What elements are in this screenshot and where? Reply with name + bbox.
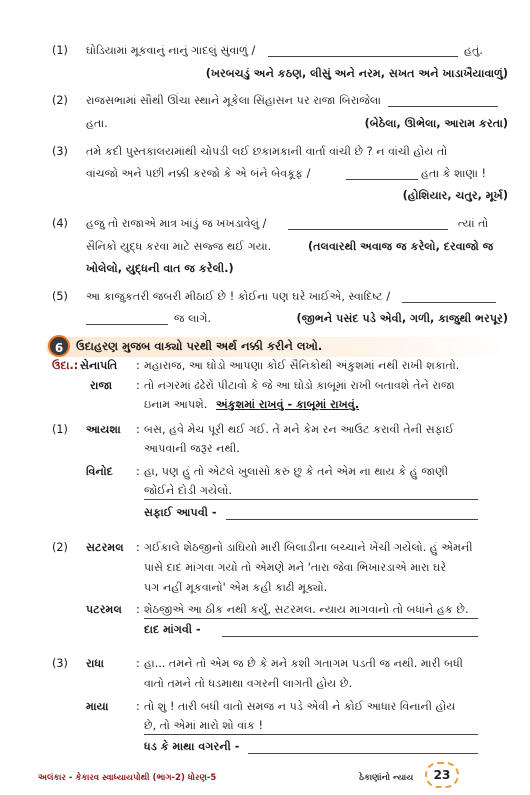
q4-line1-end: ત્યાં તો	[458, 217, 489, 230]
d2-answer-blank[interactable]	[222, 635, 478, 637]
q1-blank[interactable]	[268, 55, 458, 57]
page-number: 23	[425, 762, 459, 788]
d1-text-2b: જોઈને દોડી ગયેલો.	[144, 484, 232, 497]
d2-speaker-1: સટરમલ	[86, 541, 124, 554]
section-number-badge: 6	[48, 335, 70, 357]
q2-blank[interactable]	[388, 105, 498, 107]
d1-speaker-2: વિનોદ	[86, 465, 113, 478]
footer-chapter-title: ઠેકાણાંનો ન્યાય	[359, 773, 414, 783]
colon: :	[136, 465, 140, 478]
example-speaker-2: રાજા	[90, 379, 113, 392]
colon: :	[136, 657, 140, 670]
q4-line2: સૈનિકો યુદ્ધ કરવા માટે સજ્જ થઈ ગયા.	[86, 240, 272, 253]
q2-number: (2)	[52, 94, 68, 107]
example-text-2a: તો નગરમાં ઢંઢેરો પીટાવો કે જે આ ઘોડો કાબૂમાં રાખી બતાવશે તેને રાજા	[144, 379, 455, 392]
d2-answer-label: દાદ માંગવી -	[144, 623, 201, 636]
q5-options: (જીભને પસંદ પડે એવી, ગળી, કાજુથી ભરપૂર)	[296, 312, 508, 325]
q3-line2: વાંચજો અને પછી નક્કી કરજો કે એ બંને બેવકૂફ /	[86, 167, 311, 180]
d2-text-1c: પગ નહીં મૂકવાનો' એમ કહી કાઢી મૂક્યો.	[144, 581, 328, 594]
d1-text-1b: આપવાની જરૂર નથી.	[144, 442, 240, 455]
d1-text-2a: હા, પણ હું તો એટલે ખુલાસો કરું છું કે તને એમ ના થાય કે હું જાણી	[144, 465, 449, 478]
d1-answer-blank[interactable]	[226, 518, 478, 520]
q4-blank[interactable]	[288, 228, 448, 230]
colon: :	[136, 423, 140, 436]
q3-blank[interactable]	[346, 178, 418, 180]
d3-number: (3)	[52, 657, 68, 670]
colon: :	[136, 541, 140, 554]
q4-options-b: ખોલેલો, યુદ્ધની વાત જ કરેલી.)	[86, 262, 234, 275]
d2-text-1a: ગઈકાલે શેઠજીનો ડાઘિયો મારી બિલાડીના બચ્ચાને ખેંચી ગયેલો. હું એમની	[144, 541, 473, 554]
d2-answer-line-top	[144, 617, 478, 619]
d3-speaker-2: માયા	[86, 700, 109, 713]
q2-line2: હતા.	[86, 117, 108, 130]
d2-text-2a: શેઠજીએ આ ઠીક નથી કર્યું, સટરમલ. ન્યાય માંગવાનો તો બધાંને હક છે.	[144, 603, 469, 616]
colon: :	[136, 359, 140, 372]
q3-line1: તમે કદી પુસ્તકાલયમાંથી ચોપડી લઈ છકામકાની વાર્તા વાંચી છે ? ન વાંચી હોય તો	[86, 145, 448, 158]
q3-line2-end: હતા કે શાણા !	[421, 167, 487, 180]
q5-line1: આ કાજુકતરી જબરી મીઠાઈ છે ! કોઈના પણ ઘરે ખાઈએ, સ્વાદિષ્ટ /	[86, 290, 391, 303]
d3-text-2a: તો શું ! તારી બધી વાતો સમજ ન પડે એવી ને કોઈ આધાર વિનાની હોય	[144, 700, 456, 713]
q5-blank-b[interactable]	[86, 323, 168, 325]
d2-text-1b: પાસે દાદ માંગવા ગયો તો એમણે મને 'તારા જેવા ભિખારડાએ મારા ઘરે	[144, 561, 447, 574]
q2-line1: રાજસભામાં સૌથી ઊંચા સ્થાને મૂકેલા સિંહાસન પર રાજા બિરાજેલા	[86, 94, 382, 107]
colon: :	[136, 603, 140, 616]
q5-line2: જ લાગે.	[174, 312, 212, 325]
q5-number: (5)	[52, 290, 68, 303]
q2-options: (બેઠેલા, ઊભેલા, આરામ કરતા)	[364, 117, 508, 130]
footer-book-title: અલંકાર - કેકારવ સ્વાધ્યાયપોથી (ભાગ-2) ધોરણ-5	[38, 773, 217, 783]
colon: :	[136, 700, 140, 713]
section-title: ઉદાહરણ મુજબ વાક્યો પરથી અર્થ નક્કી કરીને લખો.	[76, 339, 323, 353]
d3-text-1a: હા... તમને તો એમ જ છે કે મને કશી ગતાગમ પડતી જ નથી. મારી બધી	[144, 657, 463, 670]
q1-options: (ખરબચડું અને કઠણ, લીસું અને નરમ, સખત અને ખાડાખૈયાવાળું)	[205, 67, 508, 80]
q1-number: (1)	[52, 44, 68, 57]
d1-answer-line-top	[144, 498, 478, 500]
q4-options-a: (તલવારથી અવાજ જ કરેલો, દરવાજો જ	[308, 240, 494, 253]
q3-number: (3)	[52, 145, 68, 158]
d3-answer-blank[interactable]	[248, 752, 478, 754]
d1-text-1a: બસ, હવે મેચ પૂરી થઈ ગઈ. તેં મને કેમ રન આઉટ કરાવી તેની સફાઈ	[144, 423, 455, 436]
q4-line1: હજુ તો રાજાએ માત્ર ખાંડું જ ખખડાવેલું /	[86, 217, 267, 230]
d1-number: (1)	[52, 423, 68, 436]
q4-number: (4)	[52, 217, 68, 230]
example-text-2b: ઇનામ આપશે.	[144, 398, 208, 411]
d1-answer-label: સફાઈ આપવી -	[144, 506, 217, 519]
d3-answer-label: ધડ કે માથા વગરની -	[144, 740, 240, 753]
q1-end: હતું.	[464, 44, 483, 57]
d1-speaker-1: આયશા	[86, 423, 121, 436]
q3-options: (હોશિયાર, ચતુર, મૂર્ખ)	[402, 189, 508, 202]
d3-text-1b: વાતો તમને તો ધડમાથા વગરની લાગતી હોય છે.	[144, 677, 353, 690]
q5-blank-a[interactable]	[402, 301, 496, 303]
example-text-1: મહારાજ, આ ઘોડો આપણા કોઈ સૈનિકોથી અંકુશમાં નથી રાખી શકાતો.	[144, 359, 460, 372]
d2-number: (2)	[52, 541, 68, 554]
d3-text-2b: છે, તો એમાં મારો શો વાંક !	[144, 719, 263, 732]
colon: :	[136, 379, 140, 392]
example-speaker-1: સેનાપતિ	[80, 359, 118, 372]
d3-answer-line-top	[144, 733, 478, 735]
d2-speaker-2: પટરમલ	[86, 603, 122, 616]
example-answer: અંકુશમાં રાખવું - કાબૂમાં રાખવું.	[216, 398, 360, 411]
q1-text: ઘોડિયામાં મૂકવાનું નાનું ગાદલું સુંવાળું /	[86, 44, 256, 57]
d3-speaker-1: રાધા	[86, 657, 104, 670]
example-label: ઉદા.:	[52, 359, 79, 372]
